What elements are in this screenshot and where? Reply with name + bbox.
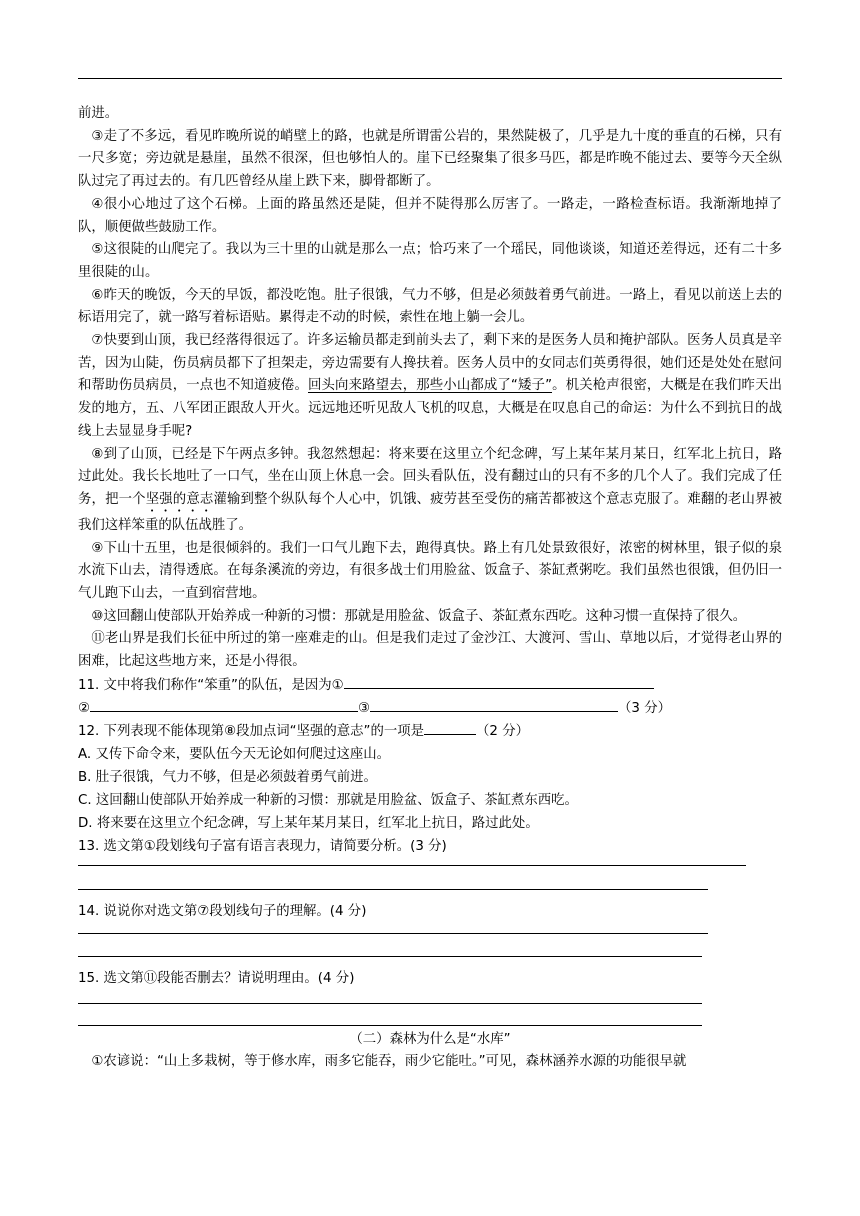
question-11-continued — [78, 697, 782, 720]
question-11-prompt: 11. 文中将我们称作“笨重”的队伍，是因为① — [78, 677, 344, 693]
paragraph-8-text-b: 灌输到整个纵队每个人心中，饥饿、疲劳甚至受伤的痛苦都被这个意志克服了。难翻的老山界被我们这样笨重的队伍战胜了。 — [78, 491, 783, 533]
section-2-title: （二）森林为什么是“水库” — [349, 1031, 511, 1047]
option-c: C. 这回翻山使部队开始养成一种新的习惯：那就是用脸盆、饭盒子、茶缸煮东西吃。 — [78, 792, 578, 808]
paragraph-8 — [78, 444, 782, 538]
paragraph-10: ⑩这回翻山使部队开始养成一种新的习惯：那就是用脸盆、饭盒子、茶缸煮东西吃。这种习惯一直保持了很久。 — [91, 608, 747, 624]
answer-line-14-1[interactable] — [78, 933, 708, 934]
paragraph-3: ③走了不多远，看见昨晚所说的峭壁上的路，也就是所谓雷公岩的，果然陡极了，几乎是九十度的垂直的石梯，只有一尺多宽；旁边就是悬崖，虽然不很深，但也够怕人的。崖下已经聚集了很多马匹，都是昨晚不能过去、要等今天全纵队过完了再过去的。有几匹曾经从崖上跌下来，脚骨都断了。 — [78, 128, 782, 190]
question-11-score: （3 分） — [618, 700, 671, 716]
answer-line-13-2[interactable] — [78, 889, 708, 890]
question-11-label-3: ③ — [358, 700, 371, 716]
answer-blank-11-3[interactable] — [370, 697, 618, 712]
question-11-label-2: ② — [78, 700, 91, 716]
paragraph-7-text-b: 。机关枪声很密，大概是在我们昨天出发的地方，五、八军团正跟敌人开火。远远地还听见敌人飞机的叹息，大概是在叹息自己的命运：为什么不到抗日的战线上去显显身手呢? — [78, 378, 783, 439]
answer-line-15-1[interactable] — [78, 1003, 702, 1004]
paragraph-8-dotted-phrase: 坚强的意志 — [145, 491, 214, 507]
question-15: 15. 选文第⑪段能否删去？请说明理由。(4 分) — [78, 970, 355, 986]
paragraph-7-text-a: ⑦快要到山顶，我已经落得很远了。许多运输员都走到前头去了，剩下来的是医务人员和掩护部队。医务人员真是辛苦，因为山陡，伤员病员都下了担架走，旁边需要有人搀扶着。医务人员中的女同志们英勇得很，她们还是处处在慰问和帮助伤员病员，一点也不知道疲倦。 — [78, 333, 782, 394]
question-11 — [78, 674, 782, 697]
answer-line-14-2[interactable] — [78, 956, 702, 957]
question-13: 13. 选文第①段划线句子富有语言表现力，请简要分析。(3 分) — [78, 838, 447, 854]
option-b: B. 肚子很饿，气力不够，但是必须鼓着勇气前进。 — [78, 769, 377, 785]
question-12-prompt: 12. 下列表现不能体现第⑧段加点词“坚强的意志”的一项是 — [78, 723, 425, 739]
option-a: A. 又传下命令来，要队伍今天无论如何爬过这座山。 — [78, 746, 391, 762]
question-12-score: （2 分） — [476, 723, 529, 739]
answer-blank-12[interactable] — [424, 720, 476, 735]
paragraph-7-underlined-sentence: 回头向来路望去，那些小山都成了“矮子” — [308, 378, 553, 394]
answer-blank-11-2[interactable] — [90, 697, 358, 712]
section-2-paragraph-1: ①农谚说：“山上多栽树，等于修水库，雨多它能吞，雨少它能吐。”可见，森林涵养水源的功能很早就 — [91, 1053, 687, 1069]
paragraph-4: ④很小心地过了这个石梯。上面的路虽然还是陡，但并不陡得那么厉害了。一路走，一路检查标语。我渐渐地掉了队，顺便做些鼓励工作。 — [78, 196, 782, 235]
answer-blank-11-1[interactable] — [344, 674, 654, 689]
answer-line-15-2[interactable] — [78, 1025, 702, 1026]
paragraph-8-text-a: ⑧到了山顶，已经是下午两点多钟。我忽然想起：将来要在这里立个纪念碑，写上某年某月某日，红军北上抗日，路过此处。我长长地吐了一口气，坐在山顶上休息一会。回头看队伍，没有翻过山的只有不多的几个人了。我们完成了任务，把一个 — [78, 446, 782, 507]
exam-page — [78, 103, 782, 1074]
paragraph-continuation: 前进。 — [78, 106, 119, 121]
question-14: 14. 说说你对选文第⑦段划线句子的理解。(4 分) — [78, 903, 367, 919]
header-rule — [78, 78, 782, 79]
answer-line-13-1[interactable] — [78, 865, 746, 866]
paragraph-7 — [78, 330, 782, 444]
question-12 — [78, 720, 782, 743]
paragraph-9: ⑨下山十五里，也是很倾斜的。我们一口气儿跑下去，跑得真快。路上有几处景致很好，浓密的树林里，银子似的泉水流下山去，清得透底。在每条溪流的旁边，有很多战士们用脸盆、饭盒子、茶缸煮粥吃。我们虽然也很饿，但仍旧一气儿跑下山去，一直到宿营地。 — [78, 540, 782, 602]
paragraph-5: ⑤这很陡的山爬完了。我以为三十里的山就是那么一点；恰巧来了一个瑶民，同他谈谈，知道还差得远，还有二十多里很陡的山。 — [78, 242, 782, 280]
paragraph-11: ⑪老山界是我们长征中所过的第一座难走的山。但是我们走过了金沙江、大渡河、雪山、草地以后，才觉得老山界的困难，比起这些地方来，还是小得很。 — [78, 631, 782, 670]
option-d: D. 将来要在这里立个纪念碑，写上某年某月某日，红军北上抗日，路过此处。 — [78, 815, 539, 831]
paragraph-6: ⑥昨天的晚饭，今天的早饭，都没吃饱。肚子很饿，气力不够，但是必须鼓着勇气前进。一路上，看见以前送上去的标语用完了，就一路写着标语贴。累得走不动的时候，索性在地上躺一会儿。 — [78, 287, 782, 326]
